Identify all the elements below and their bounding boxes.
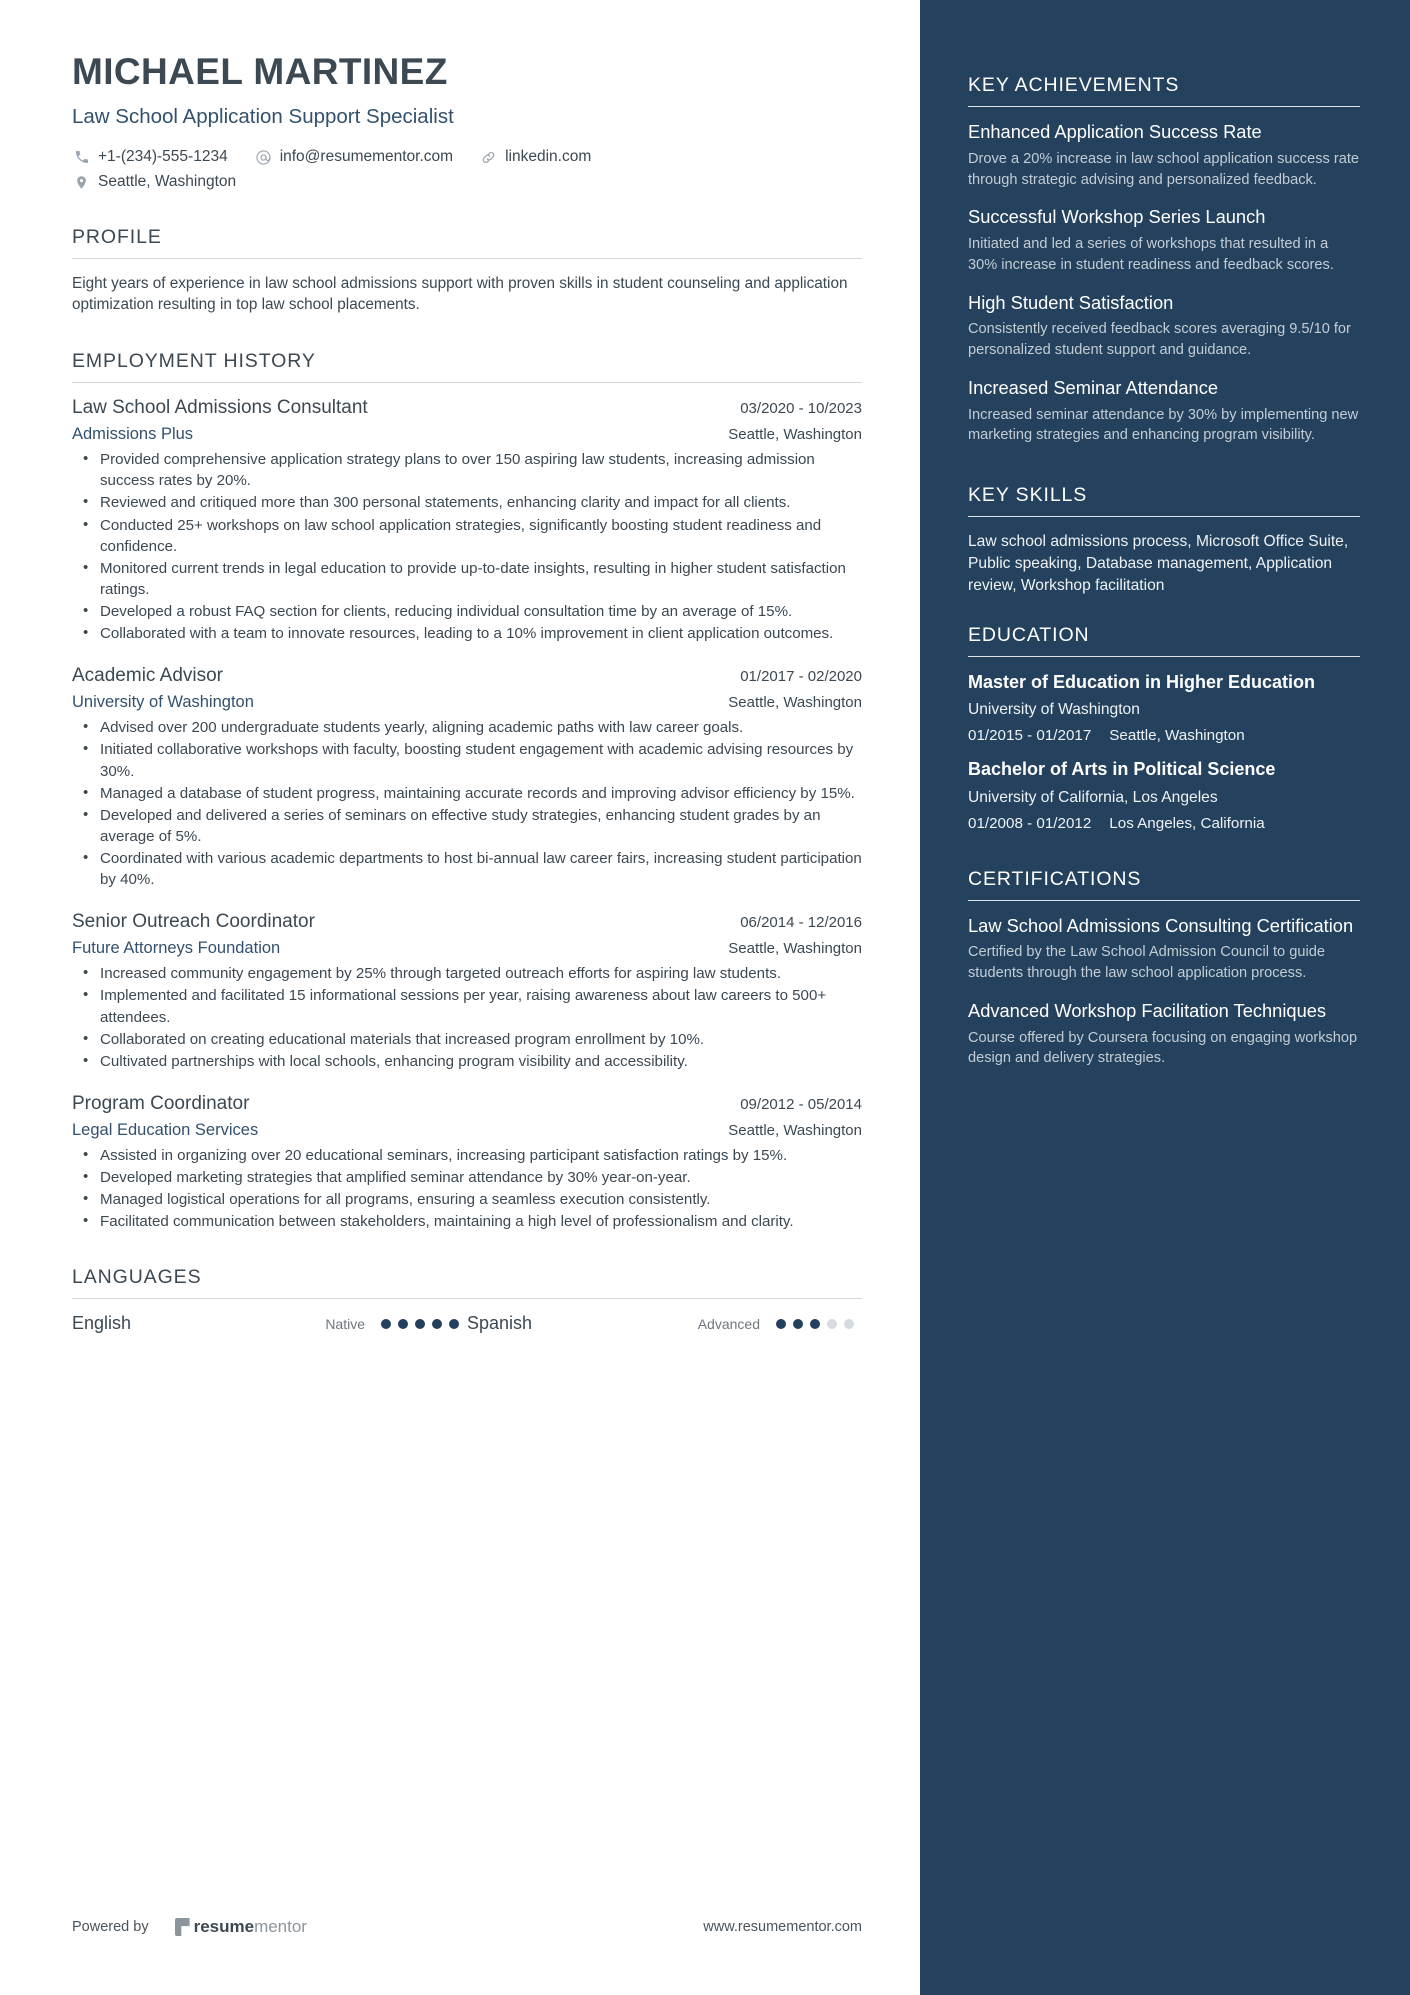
certification-item bbox=[968, 1000, 1360, 1069]
logo-mark-icon bbox=[175, 1918, 190, 1936]
contact-location bbox=[72, 173, 236, 192]
divider bbox=[968, 900, 1360, 901]
logo-text-light: mentor bbox=[254, 1917, 307, 1936]
employment-bullet: • Facilitated communication between stakeholders, maintaining a high level of professionalism and clarity. bbox=[72, 1211, 862, 1232]
certification-title: Law School Admissions Consulting Certification bbox=[968, 914, 1354, 936]
section-title-skills: KEY SKILLS bbox=[968, 484, 1088, 507]
divider bbox=[968, 656, 1360, 657]
section-profile bbox=[72, 226, 862, 316]
job-location: Seattle, Washington bbox=[728, 694, 862, 712]
employment-entry-subheader bbox=[72, 939, 862, 958]
certification-description: Certified by the Law School Admission Council to guide students through the law school application process. bbox=[968, 944, 1325, 982]
education-school: University of California, Los Angeles bbox=[968, 788, 1218, 806]
job-dates: 09/2012 - 05/2014 bbox=[740, 1095, 862, 1113]
language-level: Native bbox=[325, 1315, 365, 1332]
contact-linkedin-text: linkedin.com bbox=[505, 148, 592, 166]
employment-bullet: • Assisted in organizing over 20 educational seminars, increasing participant satisfaction ratings by 15%. bbox=[72, 1145, 862, 1166]
employment-entry-header bbox=[72, 1093, 862, 1115]
contact-info bbox=[72, 148, 862, 192]
employment-bullet: • Developed marketing strategies that amplified seminar attendance by 30% year-on-year. bbox=[72, 1167, 862, 1188]
achievement-item bbox=[968, 377, 1360, 446]
contact-linkedin bbox=[479, 148, 591, 167]
job-company: Admissions Plus bbox=[72, 425, 194, 444]
email-icon bbox=[254, 148, 273, 167]
employment-bullet: • Managed a database of student progress, maintaining accurate records and improving advisor efficiency by 15%. bbox=[72, 783, 862, 804]
achievements-list bbox=[968, 121, 1360, 446]
employment-bullet: • Initiated collaborative workshops with faculty, boosting student engagement with academic advising resources by 30%. bbox=[72, 739, 862, 781]
employment-list bbox=[72, 397, 862, 1232]
employment-bullet: • Managed logistical operations for all programs, ensuring a seamless execution consistently. bbox=[72, 1189, 862, 1210]
powered-by-label: Powered by bbox=[72, 1919, 149, 1935]
section-employment bbox=[72, 350, 862, 1232]
proficiency-dot bbox=[810, 1319, 820, 1329]
contact-email bbox=[254, 148, 453, 167]
employment-bullets bbox=[72, 449, 862, 644]
section-title-employment: EMPLOYMENT HISTORY bbox=[72, 350, 316, 373]
website-url[interactable]: www.resumementor.com bbox=[703, 1919, 862, 1935]
divider bbox=[968, 516, 1360, 517]
achievement-item bbox=[968, 206, 1360, 275]
footer bbox=[72, 1917, 862, 1937]
job-dates: 03/2020 - 10/2023 bbox=[740, 400, 862, 418]
employment-bullet: • Collaborated with a team to innovate resources, leading to a 10% improvement in client application outcomes. bbox=[72, 623, 862, 644]
section-key-achievements bbox=[968, 52, 1360, 446]
achievement-description: Consistently received feedback scores averaging 9.5/10 for personalized student support and guidance. bbox=[968, 321, 1351, 359]
proficiency-dot bbox=[776, 1319, 786, 1329]
achievement-title: High Student Satisfaction bbox=[968, 291, 1174, 313]
employment-entry-subheader bbox=[72, 1121, 862, 1140]
certification-description: Course offered by Coursera focusing on engaging workshop design and delivery strategies. bbox=[968, 1029, 1358, 1067]
language-proficiency-dots bbox=[776, 1319, 854, 1329]
profile-text: Eight years of experience in law school admissions support with proven skills in student counseling and application optimization resulting in top law school placements. bbox=[72, 274, 848, 314]
proficiency-dot bbox=[449, 1319, 459, 1329]
job-title: Program Coordinator bbox=[72, 1092, 250, 1114]
employment-bullet: • Coordinated with various academic departments to host bi-annual law career fairs, increasing student participation by 40%. bbox=[72, 848, 862, 890]
education-school: University of Washington bbox=[968, 701, 1140, 719]
section-title-certifications: CERTIFICATIONS bbox=[968, 867, 1142, 890]
logo-text-bold: resume bbox=[193, 1917, 255, 1936]
employment-entry bbox=[72, 397, 862, 644]
employment-bullet: • Reviewed and critiqued more than 300 personal statements, enhancing clarity and impact for all clients. bbox=[72, 492, 862, 513]
education-dates: 01/2008 - 01/2012 bbox=[968, 814, 1092, 832]
sidebar bbox=[920, 0, 1410, 1995]
contact-phone-text: +1-(234)-555-1234 bbox=[98, 148, 228, 166]
employment-bullet: • Cultivated partnerships with local schools, enhancing program visibility and accessibility. bbox=[72, 1051, 862, 1072]
employment-entry-header bbox=[72, 665, 862, 687]
proficiency-dot bbox=[398, 1319, 408, 1329]
divider bbox=[72, 382, 862, 383]
employment-entry bbox=[72, 911, 862, 1072]
employment-entry bbox=[72, 665, 862, 890]
job-location: Seattle, Washington bbox=[728, 1121, 862, 1139]
employment-bullet: • Implemented and facilitated 15 informational sessions per year, raising awareness about law careers to 500+ attendees. bbox=[72, 985, 862, 1027]
employment-entry bbox=[72, 1093, 862, 1233]
proficiency-dot bbox=[432, 1319, 442, 1329]
employment-bullet: • Collaborated on creating educational materials that increased program enrollment by 10%. bbox=[72, 1029, 862, 1050]
achievement-title: Successful Workshop Series Launch bbox=[968, 206, 1266, 228]
contact-email-text: info@resumementor.com bbox=[279, 148, 454, 166]
achievement-description: Drove a 20% increase in law school application success rate through strategic advising and personalized feedback. bbox=[968, 150, 1359, 188]
phone-icon bbox=[72, 148, 91, 167]
achievement-description: Initiated and led a series of workshops that resulted in a 30% increase in student readiness and feedback scores. bbox=[968, 236, 1334, 273]
section-title-languages: LANGUAGES bbox=[72, 1266, 202, 1289]
skills-text: Law school admissions process, Microsoft Office Suite, Public speaking, Database management, Application review, Workshop facilitation bbox=[968, 533, 1349, 595]
education-item bbox=[968, 758, 1360, 832]
proficiency-dot bbox=[381, 1319, 391, 1329]
job-company: Future Attorneys Foundation bbox=[72, 939, 281, 958]
contact-line-1 bbox=[72, 148, 862, 167]
divider bbox=[968, 106, 1360, 107]
divider bbox=[72, 1298, 862, 1299]
language-name: English bbox=[72, 1313, 132, 1334]
proficiency-dot bbox=[415, 1319, 425, 1329]
education-meta bbox=[968, 815, 1360, 832]
employment-bullet: • Provided comprehensive application strategy plans to over 150 aspiring law students, increasing admission success rates by 20%. bbox=[72, 449, 862, 491]
education-item bbox=[968, 671, 1360, 745]
contact-line-2 bbox=[72, 173, 862, 192]
employment-bullets bbox=[72, 1145, 862, 1233]
languages-list bbox=[72, 1313, 862, 1334]
achievement-title: Enhanced Application Success Rate bbox=[968, 121, 1262, 142]
education-list bbox=[968, 671, 1360, 832]
language-item bbox=[467, 1313, 862, 1334]
employment-entry-subheader bbox=[72, 425, 862, 444]
link-icon bbox=[479, 148, 498, 167]
job-dates: 01/2017 - 02/2020 bbox=[740, 668, 862, 686]
section-key-skills bbox=[968, 462, 1360, 597]
section-certifications bbox=[968, 846, 1360, 1070]
section-education bbox=[968, 602, 1360, 832]
job-company: University of Washington bbox=[72, 693, 254, 712]
certification-title: Advanced Workshop Facilitation Techniques bbox=[968, 999, 1327, 1021]
section-languages bbox=[72, 1266, 862, 1334]
employment-entry-subheader bbox=[72, 693, 862, 712]
page-title: MICHAEL MARTINEZ bbox=[72, 51, 448, 92]
achievement-item bbox=[968, 121, 1360, 190]
job-location: Seattle, Washington bbox=[728, 940, 862, 958]
job-title: Academic Advisor bbox=[72, 665, 224, 687]
language-name: Spanish bbox=[467, 1313, 533, 1334]
section-title-education: EDUCATION bbox=[968, 623, 1090, 646]
employment-bullet: • Advised over 200 undergraduate students yearly, aligning academic paths with law career goals. bbox=[72, 717, 862, 738]
education-location: Los Angeles, California bbox=[1109, 814, 1265, 832]
employment-entry-header bbox=[72, 911, 862, 933]
job-title: Law School Admissions Consultant bbox=[72, 397, 368, 419]
contact-phone bbox=[72, 148, 228, 167]
proficiency-dot bbox=[844, 1319, 854, 1329]
achievement-item bbox=[968, 292, 1360, 361]
employment-entry-header bbox=[72, 397, 862, 419]
employment-bullets bbox=[72, 717, 862, 890]
education-location: Seattle, Washington bbox=[1109, 727, 1245, 745]
education-degree: Master of Education in Higher Education bbox=[968, 671, 1316, 692]
job-title: Senior Outreach Coordinator bbox=[72, 911, 315, 933]
education-degree: Bachelor of Arts in Political Science bbox=[968, 759, 1276, 780]
section-title-profile: PROFILE bbox=[72, 225, 162, 248]
employment-bullet: • Conducted 25+ workshops on law school application strategies, significantly boosting student readiness and confidence. bbox=[72, 515, 862, 557]
job-company: Legal Education Services bbox=[72, 1120, 259, 1139]
language-proficiency-dots bbox=[381, 1319, 459, 1329]
language-level: Advanced bbox=[697, 1315, 760, 1332]
education-dates: 01/2015 - 01/2017 bbox=[968, 727, 1092, 745]
certifications-list bbox=[968, 915, 1360, 1070]
achievement-title: Increased Seminar Attendance bbox=[968, 376, 1219, 398]
employment-bullet: • Developed and delivered a series of seminars on effective study strategies, enhancing student grades by an average of 5%. bbox=[72, 805, 862, 847]
language-item bbox=[72, 1313, 467, 1334]
section-title-achievements: KEY ACHIEVEMENTS bbox=[968, 74, 1180, 96]
employment-bullets bbox=[72, 963, 862, 1072]
employment-bullet: • Developed a robust FAQ section for clients, reducing individual consultation time by an average of 15%. bbox=[72, 601, 862, 622]
job-headline: Law School Application Support Specialist bbox=[72, 104, 454, 128]
certification-item bbox=[968, 915, 1360, 984]
job-location: Seattle, Washington bbox=[728, 426, 862, 444]
contact-location-text: Seattle, Washington bbox=[98, 173, 237, 191]
location-icon bbox=[72, 173, 91, 192]
proficiency-dot bbox=[793, 1319, 803, 1329]
employment-bullet: • Monitored current trends in legal education to provide up-to-date insights, resulting in higher student satisfaction ratings. bbox=[72, 558, 862, 600]
proficiency-dot bbox=[827, 1319, 837, 1329]
achievement-description: Increased seminar attendance by 30% by implementing new marketing strategies and enhancing program visibility. bbox=[968, 406, 1359, 444]
job-dates: 06/2014 - 12/2016 bbox=[740, 914, 862, 932]
divider bbox=[72, 258, 862, 259]
resumementor-logo bbox=[175, 1917, 307, 1937]
education-meta bbox=[968, 727, 1360, 744]
employment-bullet: • Increased community engagement by 25% through targeted outreach efforts for aspiring law students. bbox=[72, 963, 862, 984]
